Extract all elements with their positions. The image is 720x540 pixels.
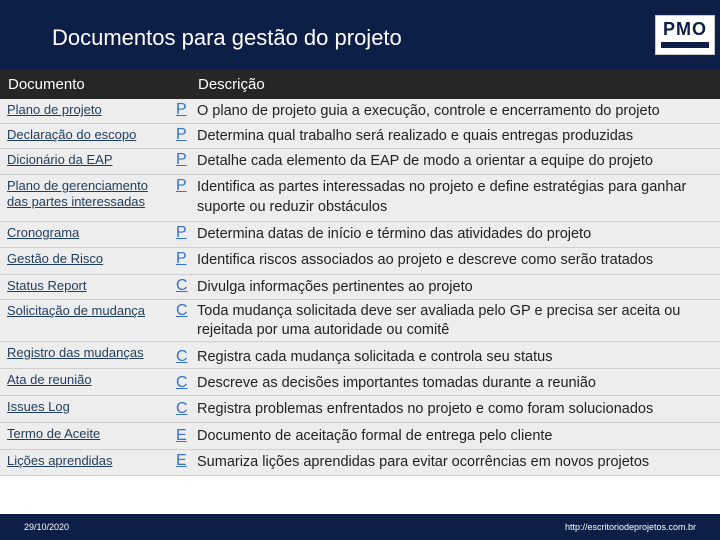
phase-marker: P [176,151,187,168]
phase-marker: C [176,348,188,365]
column-header-document: Documento [8,76,85,93]
document-link[interactable]: Solicitação de mudança [7,303,146,318]
document-link[interactable]: Dicionário da EAP [7,152,113,167]
phase-marker: P [176,250,187,267]
phase-marker: C [176,277,188,294]
table-row [0,149,720,175]
phase-marker: P [176,126,187,143]
description-text: Divulga informações pertinentes ao projeto [197,279,473,295]
table-row [0,342,720,369]
document-link[interactable]: Status Report [7,278,87,293]
table-header [0,69,720,99]
phase-marker: E [176,452,187,469]
description-text: Identifica as partes interessadas no projeto e define estratégias para ganhar suporte ou reduzir obstáculos [197,179,687,215]
description-text: O plano de projeto guia a execução, controle e encerramento do projeto [197,103,660,119]
phase-marker: P [176,224,187,241]
document-link[interactable]: Ata de reunião [7,372,92,387]
document-link[interactable]: Lições aprendidas [7,453,113,468]
description-text: Determina qual trabalho será realizado e quais entregas produzidas [197,128,634,144]
document-link[interactable]: Plano de projeto [7,102,102,117]
description-text: Detalhe cada elemento da EAP de modo a orientar a equipe do projeto [197,153,653,169]
footer-url[interactable]: http://escritoriodeprojetos.com.br [564,522,696,532]
phase-marker: C [176,302,188,319]
document-link[interactable]: Plano de gerenciamento das partes interessadas [7,178,148,209]
table-row [0,423,720,450]
logo-bar [661,42,709,48]
header-bar [0,0,720,69]
document-link[interactable]: Cronograma [7,225,80,240]
phase-marker: P [176,177,187,194]
footer-date: 29/10/2020 [24,522,70,532]
column-header-description: Descrição [198,76,265,93]
phase-marker: E [176,427,187,444]
table-row [0,99,720,124]
pmo-logo [655,15,715,55]
footer-bar [0,514,720,540]
logo-text: PMO [662,19,707,39]
description-text: Registra cada mudança solicitada e controla seu status [197,349,553,365]
document-link[interactable]: Declaração do escopo [7,127,137,142]
table-row [0,450,720,476]
description-text: Toda mudança solicitada deve ser avaliada pelo GP e precisa ser aceita ou rejeitada por uma autoridade ou comitê [197,303,681,338]
table-row [0,124,720,149]
document-link[interactable]: Registro das mudanças [7,345,144,360]
document-link[interactable]: Issues Log [7,399,70,414]
table-row [0,248,720,275]
description-text: Documento de aceitação formal de entrega pelo cliente [197,428,553,444]
document-link[interactable]: Gestão de Risco [7,251,104,266]
description-text: Registra problemas enfrentados no projeto e como foram solucionados [197,401,654,417]
description-text: Determina datas de início e término das atividades do projeto [197,226,592,242]
document-link[interactable]: Termo de Aceite [7,426,101,441]
description-text: Sumariza lições aprendidas para evitar ocorrências em novos projetos [197,454,650,470]
table-row [0,369,720,396]
phase-marker: P [176,101,187,118]
phase-marker: C [176,400,188,417]
table-row [0,396,720,423]
table-row [0,275,720,300]
description-text: Descreve as decisões importantes tomadas durante a reunião [197,375,596,391]
row-divider [0,475,720,476]
table-row [0,300,720,342]
page-title: Documentos para gestão do projeto [52,25,402,50]
table-row [0,175,720,222]
description-text: Identifica riscos associados ao projeto e descreve como serão tratados [197,252,654,268]
table-row [0,222,720,248]
phase-marker: C [176,374,188,391]
